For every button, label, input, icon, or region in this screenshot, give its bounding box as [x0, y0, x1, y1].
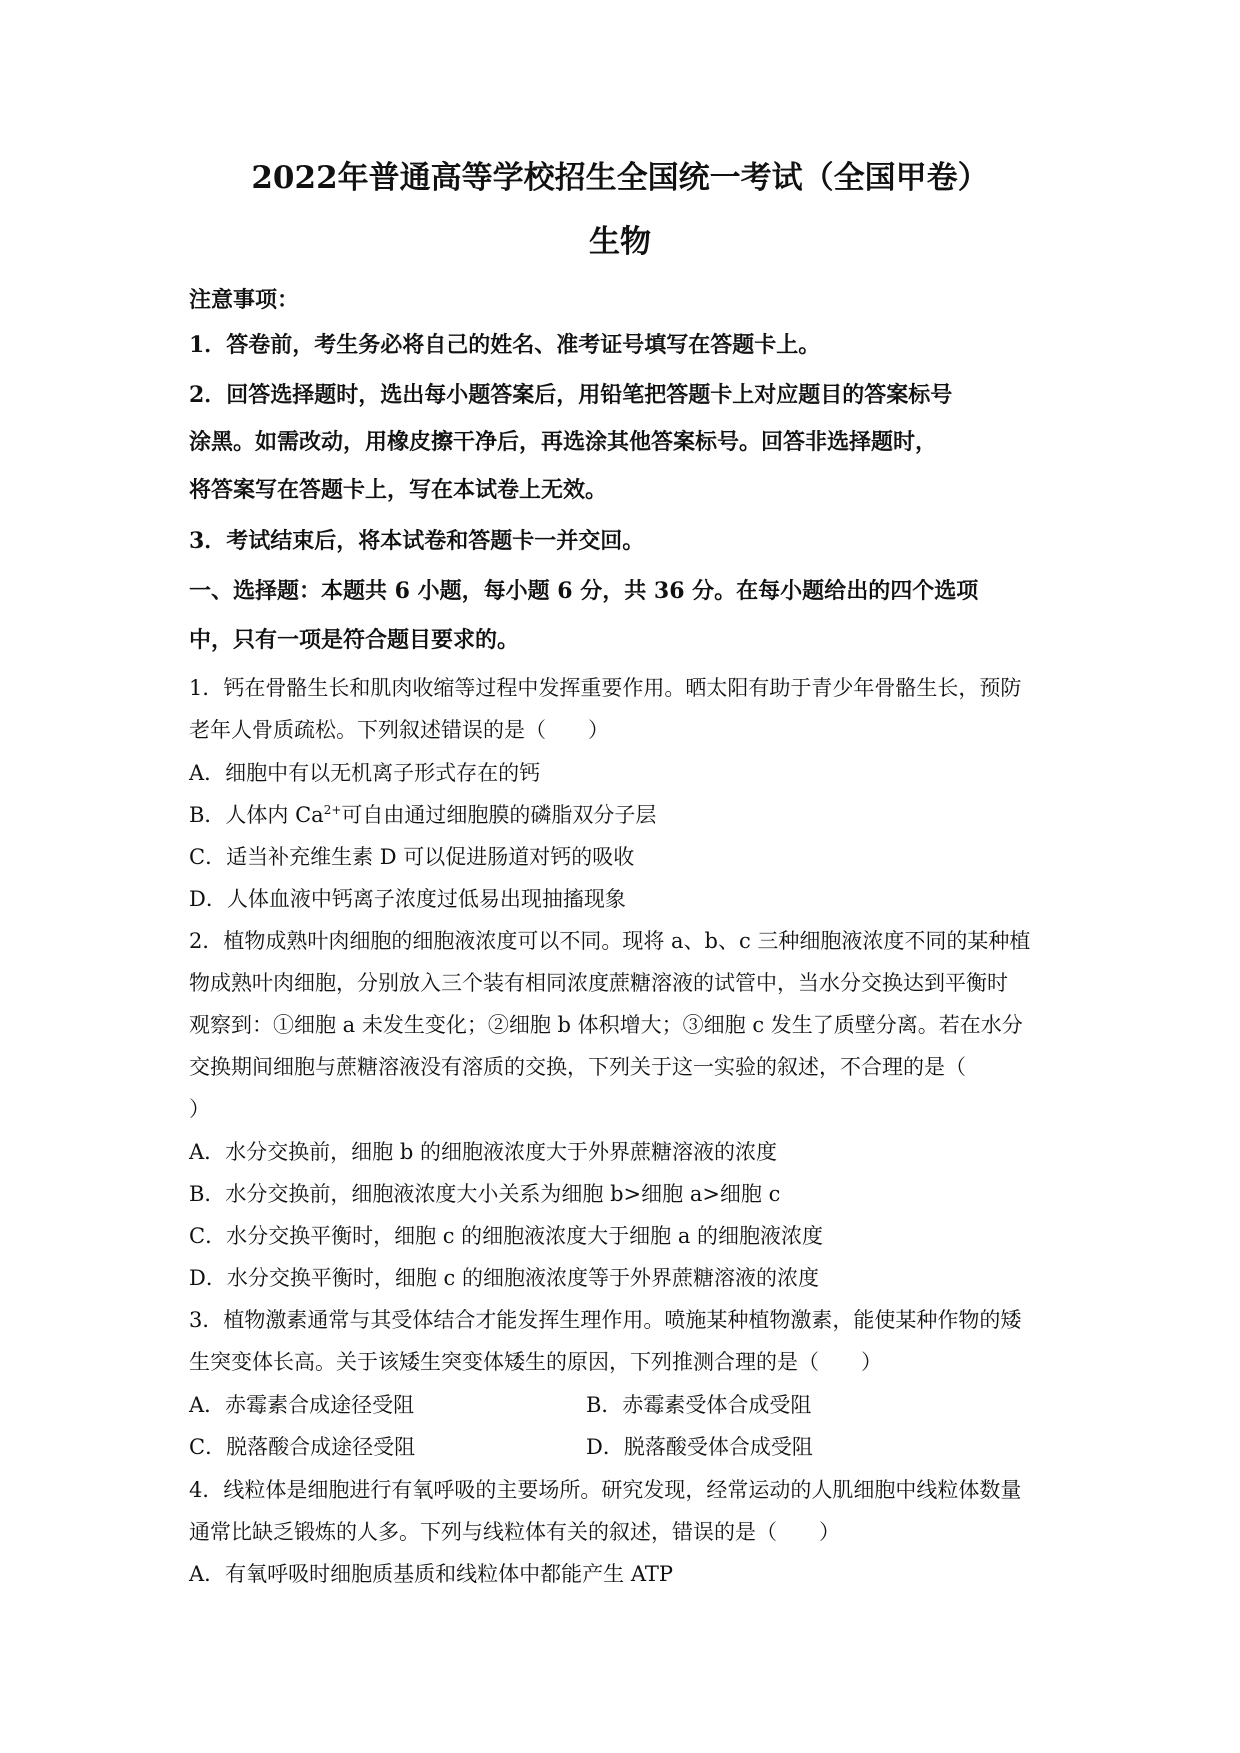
note-2-line-3: 将答案写在答题卡上，写在本试卷上无效。: [189, 477, 608, 503]
q1-option-b-pre: B．人体内 Ca: [189, 803, 324, 827]
q2-stem-line-2: 物成熟叶肉细胞，分别放入三个装有相同浓度蔗糖溶液的试管中，当水分交换达到平衡时: [189, 971, 1008, 995]
q2-option-a: A．水分交换前，细胞 b 的细胞液浓度大于外界蔗糖溶液的浓度: [189, 1140, 777, 1164]
q2-stem-line-3: 观察到：①细胞 a 未发生变化；②细胞 b 体积增大；③细胞 c 发生了质壁分离。若在水分: [189, 1013, 1023, 1037]
q3-option-b: B．赤霉素受体合成受阻: [586, 1393, 812, 1417]
subject-title: 生物: [589, 224, 651, 260]
q4-option-a: A．有氧呼吸时细胞质基质和线粒体中都能产生 ATP: [189, 1562, 673, 1586]
note-2-line-2: 涂黑。如需改动，用橡皮擦干净后，再选涂其他答案标号。回答非选择题时，: [189, 429, 938, 455]
note-2-line-1: 2．回答选择题时，选出每小题答案后，用铅笔把答题卡上对应题目的答案标号: [189, 382, 953, 408]
q2-option-b: B．水分交换前，细胞液浓度大小关系为细胞 b>细胞 a>细胞 c: [189, 1182, 781, 1206]
note-1: 1．答卷前，考生务必将自己的姓名、准考证号填写在答题卡上。: [189, 332, 821, 358]
q2-stem-line-4: 交换期间细胞与蔗糖溶液没有溶质的交换，下列关于这一实验的叙述，不合理的是（: [189, 1055, 966, 1079]
q4-stem-line-1: 4．线粒体是细胞进行有氧呼吸的主要场所。研究发现，经常运动的人肌细胞中线粒体数量: [189, 1478, 1022, 1502]
q2-option-d: D．水分交换平衡时，细胞 c 的细胞液浓度等于外界蔗糖溶液的浓度: [189, 1266, 819, 1290]
notes-heading: 注意事项：: [189, 287, 300, 313]
q1-option-a: A．细胞中有以无机离子形式存在的钙: [189, 761, 541, 785]
note-3: 3．考试结束后，将本试卷和答题卡一并交回。: [189, 528, 645, 554]
q2-stem-line-5: ）: [189, 1097, 210, 1121]
q1-option-b-sup: 2+: [323, 803, 342, 817]
q1-option-c: C．适当补充维生素 D 可以促进肠道对钙的吸收: [189, 845, 635, 869]
q2-stem-line-1: 2．植物成熟叶肉细胞的细胞液浓度可以不同。现将 a、b、c 三种细胞液浓度不同的某种植: [189, 929, 1031, 953]
q1-option-b: [189, 800, 1069, 830]
q1-stem-line-2: 老年人骨质疏松。下列叙述错误的是（ ）: [189, 718, 609, 742]
q1-stem-line-1: 1．钙在骨骼生长和肌肉收缩等过程中发挥重要作用。晒太阳有助于青少年骨骼生长，预防: [189, 676, 1022, 700]
section-1-line-1: 一、选择题：本题共 6 小题，每小题 6 分，共 36 分。在每小题给出的四个选项: [189, 578, 979, 604]
q3-stem-line-2: 生突变体长高。关于该矮生突变体矮生的原因，下列推测合理的是（ ）: [189, 1350, 882, 1374]
q3-option-c: C．脱落酸合成途径受阻: [189, 1435, 416, 1459]
section-1-line-2: 中，只有一项是符合题目要求的。: [189, 627, 520, 653]
q2-option-c: C．水分交换平衡时，细胞 c 的细胞液浓度大于细胞 a 的细胞液浓度: [189, 1224, 824, 1248]
q3-option-a: A．赤霉素合成途径受阻: [189, 1393, 415, 1417]
exam-title: 2022年普通高等学校招生全国统一考试（全国甲卷）: [251, 160, 989, 196]
q4-stem-line-2: 通常比缺乏锻炼的人多。下列与线粒体有关的叙述，错误的是（ ）: [189, 1520, 840, 1544]
q3-option-d: D．脱落酸受体合成受阻: [586, 1435, 813, 1459]
q3-stem-line-1: 3．植物激素通常与其受体结合才能发挥生理作用。喷施某种植物激素，能使某种作物的矮: [189, 1308, 1022, 1332]
q1-option-b-post: 可自由通过细胞膜的磷脂双分子层: [341, 803, 657, 827]
q1-option-d: D．人体血液中钙离子浓度过低易出现抽搐现象: [189, 887, 626, 911]
